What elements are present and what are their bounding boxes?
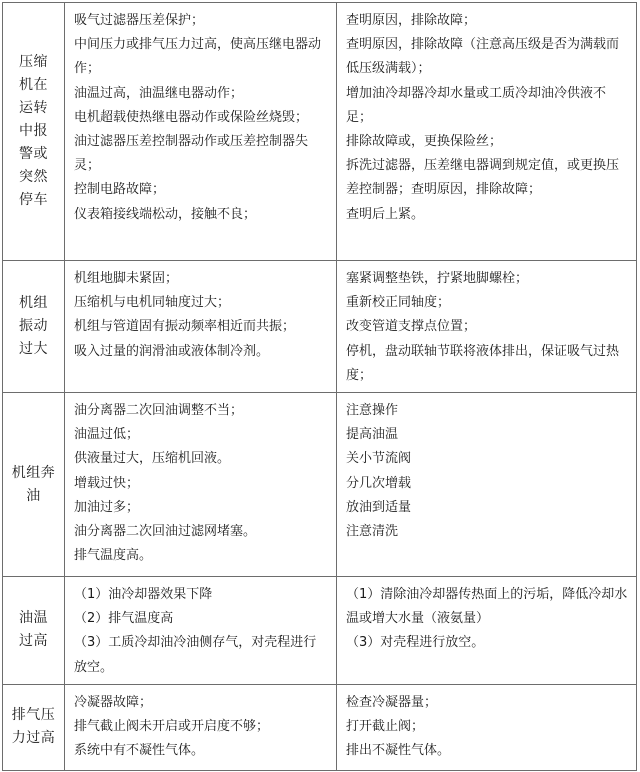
cause-line: 油温过高，油温继电器动作； [74,85,244,101]
cause-line: 油分离器二次回油过滤网堵塞。 [74,524,257,540]
cause-line: 电机超载使热继电器动作或保险丝烧毁； [74,109,309,125]
cause-line: 吸气过滤器压差保护； [74,13,205,28]
fix-cell [337,577,637,685]
cause-line: 排气截止阀未开启或开启度不够； [74,719,270,735]
fault-label: 机组奔油 [11,464,56,504]
cause-line: （3）工质冷却油冷油侧存气，对壳程进行放空。 [74,635,317,675]
fix-cell [337,684,637,770]
table-row [3,684,637,770]
fix-cell [337,261,637,393]
cause-line: 油过滤器压差控制器动作或压差控制器失灵； [74,134,309,174]
fix-line: （1）清除油冷却器传热面上的污垢，降低冷却水温或增大水量（液氨量） [346,587,628,627]
fault-label: 油温过高 [19,610,48,650]
fault-label: 压缩机在运转中报警或突然停车 [19,54,48,208]
fault-label: 排气压力过高 [11,707,56,747]
cause-line: 压缩机与电机同轴度过大； [74,295,231,311]
fault-cell [3,684,65,770]
cause-cell [65,393,337,577]
cause-line: 中间压力或排气压力过高，使高压继电器动作； [74,37,322,77]
fix-line: 重新校正同轴度； [346,295,451,311]
cause-line: 加油过多； [74,499,140,515]
fix-line: 改变管道支撑点位置； [346,319,477,335]
cause-cell [65,684,337,770]
cause-line: 增载过快； [74,475,140,491]
fix-line: 分几次增载 [346,475,412,491]
fault-label: 机组振动过大 [19,295,48,357]
cause-line: 油温过低； [74,427,140,443]
fix-line: 排除故障或，更换保险丝； [346,134,503,150]
fix-line: 打开截止阀； [346,719,425,735]
table-row [3,261,637,393]
cause-line: 排气温度高。 [74,548,153,564]
fix-line: 检查冷凝器量； [346,694,438,710]
fix-line: 查明原因，排除故障（注意高压级是否为满载而低压级满载）； [346,37,620,77]
fix-line: （3）对壳程进行放空。 [346,635,485,651]
cause-line: 油分离器二次回油调整不当； [74,403,244,419]
fault-cell [3,261,65,393]
fix-line: 提高油温 [346,427,399,443]
fix-line: 查明原因，排除故障； [346,13,477,28]
cause-line: 机组与管道固有振动频率相近而共振； [74,319,296,335]
fix-line: 塞紧调整垫铁，拧紧地脚螺栓； [346,271,529,286]
table-row [3,393,637,577]
cause-line: 机组地脚未紧固； [74,271,179,286]
cause-line: 仪表箱接线端松动，接触不良； [74,206,257,222]
fault-cell [3,577,65,685]
fix-line: 排出不凝性气体。 [346,743,451,759]
fix-line: 增加油冷却器冷却水量或工质冷却油冷供液不足； [346,85,607,125]
table-row [3,577,637,685]
cause-line: 系统中有不凝性气体。 [74,743,205,759]
fix-line: 注意操作 [346,403,399,419]
fault-cell [3,393,65,577]
fix-cell [337,393,637,577]
fix-cell [337,3,637,261]
fault-table [2,2,637,771]
cause-cell [65,577,337,685]
table-row [3,3,637,261]
fix-line: 注意清洗 [346,524,399,540]
cause-cell [65,3,337,261]
cause-line: 供液量过大，压缩机回液。 [74,451,231,467]
fix-line: 拆洗过滤器，压差继电器调到规定值，或更换压差控制器；查明原因，排除故障； [346,158,620,198]
fix-line: 放油到适量 [346,499,412,515]
cause-line: 吸入过量的润滑油或液体制冷剂。 [74,343,270,359]
fix-line: 查明后上紧。 [346,206,425,222]
cause-line: （2）排气温度高 [74,611,174,627]
cause-cell [65,261,337,393]
cause-line: 控制电路故障； [74,182,166,198]
fix-line: 关小节流阀 [346,451,412,467]
cause-line: （1）油冷却器效果下降 [74,587,213,603]
fix-line: 停机，盘动联轴节联将液体排出，保证吸气过热度； [346,343,620,383]
fault-cell [3,3,65,261]
cause-line: 冷凝器故障； [74,694,153,710]
